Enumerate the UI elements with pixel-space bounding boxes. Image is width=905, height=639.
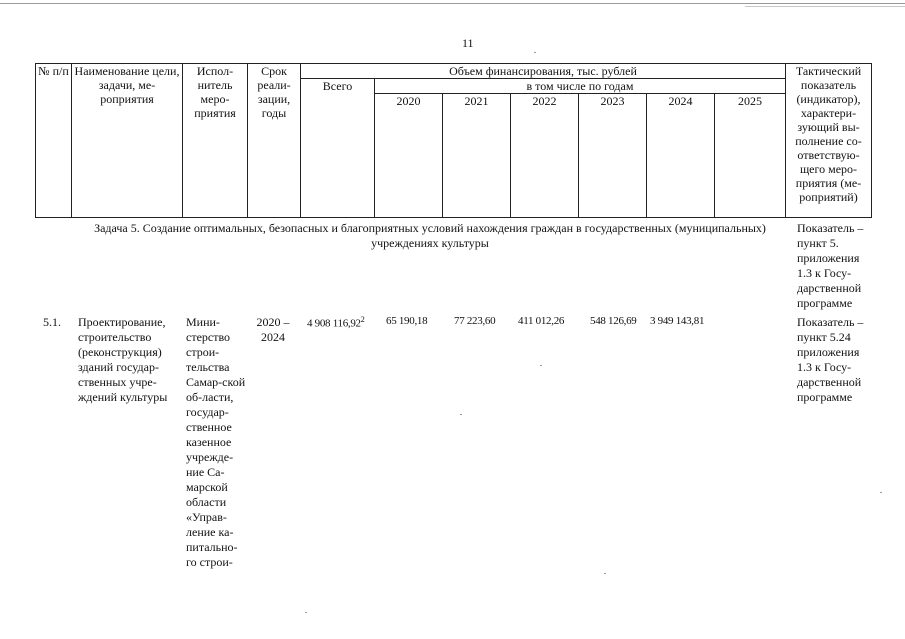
row-2022: 411 012,26 — [518, 315, 565, 327]
row-term: 2020 – 2024 — [256, 315, 290, 344]
col-name-header: Наименование цели, задачи, ме-роприятия — [72, 64, 183, 218]
row-2024: 3 949 143,81 — [650, 315, 705, 327]
year-2023-header: 2023 — [579, 94, 647, 218]
row-2023: 548 126,69 — [590, 315, 637, 327]
scan-speck — [604, 573, 606, 574]
col-total-header: Всего — [301, 79, 375, 218]
scan-speck — [305, 612, 307, 613]
col-funding-header: Объем финансирования, тыс. рублей — [301, 64, 786, 79]
row-total-value: 4 908 116,92 — [307, 317, 361, 330]
page-number: 11 — [462, 36, 474, 50]
row-2020: 65 190,18 — [386, 315, 428, 327]
row-total — [307, 315, 364, 330]
year-2021-header: 2021 — [443, 94, 511, 218]
col-byyear-header: в том числе по годам — [375, 79, 786, 94]
row-indicator: Показатель – пункт 5.24 приложения 1.3 к Госу-дарственной программе — [797, 315, 864, 404]
top-scan-border-secondary — [745, 6, 905, 7]
row-name: Проектирование, строительство (реконструкция) зданий государ-ственных учре-ждений культуры — [78, 315, 168, 404]
row-executor: Мини-стерство строи-тельства Самар-ской об-ласти, государ-ственное казенное учрежде-ние Са-марской области «Управ-ление ка-питально-го строи- — [186, 315, 246, 569]
scan-speck — [540, 365, 542, 366]
col-number-header: № п/п — [36, 64, 72, 218]
year-2022-header: 2022 — [511, 94, 579, 218]
col-executor-header: Испол-нитель меро-приятия — [183, 64, 248, 218]
year-2020-header: 2020 — [375, 94, 443, 218]
header-table — [35, 63, 872, 218]
year-2024-header: 2024 — [647, 94, 715, 218]
row-number: 5.1. — [43, 315, 61, 329]
task-title: Задача 5. Создание оптимальных, безопасных и благоприятных условий нахождения граждан в государственных (муниципальных) учреждениях культуры — [94, 221, 766, 250]
task-indicator: Показатель – пункт 5. приложения 1.3 к Госу-дарственной программе — [797, 221, 864, 310]
scan-speck — [880, 492, 882, 493]
scan-speck — [460, 414, 462, 415]
year-2025-header: 2025 — [715, 94, 786, 218]
top-scan-border — [0, 3, 905, 4]
row-2021: 77 223,60 — [454, 315, 496, 327]
row-total-footnote: 2 — [360, 315, 365, 324]
scan-speck — [534, 52, 536, 53]
col-term-header: Срок реали-зации, годы — [248, 64, 301, 218]
col-indicator-header: Тактический показатель (индикатор), характери-зующий вы-полнение со-ответствую-щего меро-приятия (ме-роприятий) — [786, 64, 872, 218]
